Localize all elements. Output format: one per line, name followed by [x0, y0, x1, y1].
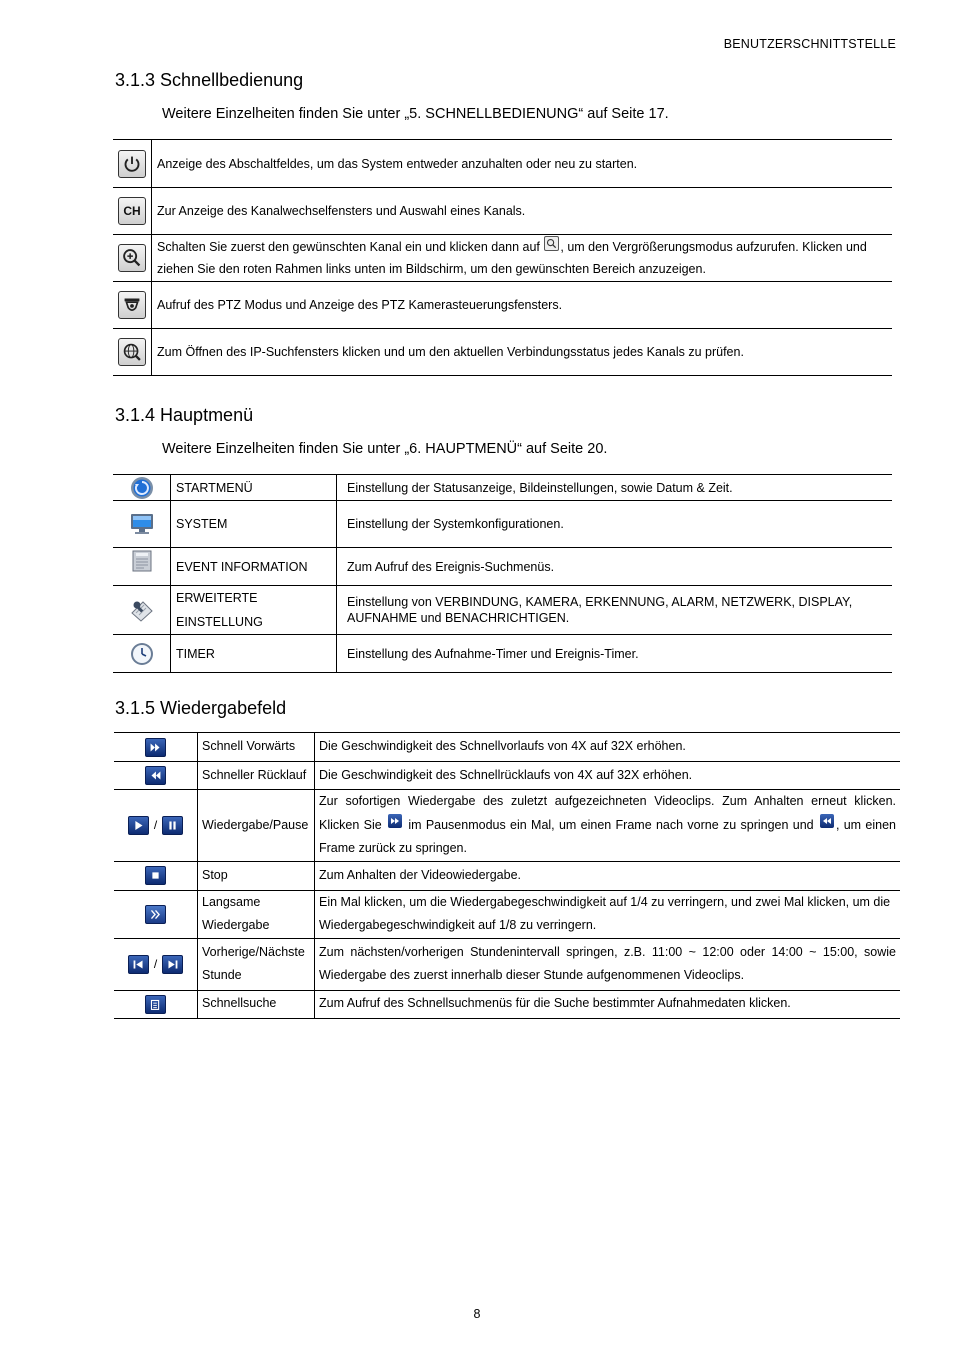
fast-rewind-icon [145, 766, 166, 785]
row-text-part: Schalten Sie zuerst den gewünschten Kanal ein und klicken dann auf [157, 240, 544, 254]
fast-forward-icon [388, 814, 402, 828]
menu-item-label: TIMER [171, 635, 337, 673]
menu-item-label [171, 586, 337, 635]
running-header: BENUTZERSCHNITTSTELLE [723, 37, 896, 51]
icon-separator: / [153, 818, 158, 833]
row-description: Zum Öffnen des IP-Suchfensters klicken und um den aktuellen Verbindungsstatus jedes Kanals zu prüfen. [152, 329, 893, 376]
row-description: Zum Aufruf des Schnellsuchmenüs für die Suche bestimmter Aufnahmedaten klicken. [315, 990, 901, 1018]
row-description: Einstellung der Statusanzeige, Bildeinstellungen, sowie Datum & Zeit. [337, 475, 893, 501]
main-menu-table [113, 474, 892, 673]
row-description: Zum Aufruf des Ereignis-Suchmenüs. [337, 548, 893, 586]
next-hour-icon [162, 955, 183, 974]
row-description: Zum nächsten/vorherigen Stundenintervall springen, z.B. 11:00 ~ 12:00 oder 14:00 ~ 15:00, sowie Wiedergabe des zuerst innerhalb dieser Stunde aufgenommenen Videoclips. [315, 938, 901, 990]
table-row [114, 990, 900, 1018]
table-row [113, 586, 892, 635]
fast-forward-icon [145, 738, 166, 757]
section-heading-hauptmenue: 3.1.4 Hauptmenü [115, 405, 254, 425]
row-text-part: Zur sofortigen Wiedergabe des zuletzt aufgezeichneten Videoclips. Zum Anhalten erneut klicken. Klicken Sie [319, 794, 896, 832]
table-row [114, 938, 900, 990]
row-description [152, 235, 893, 282]
table-row [114, 762, 900, 790]
control-label: Schnell Vorwärts [198, 733, 315, 762]
timer-clock-icon [130, 642, 154, 666]
row-description: Die Geschwindigkeit des Schnellrücklaufs von 4X auf 32X erhöhen. [315, 762, 901, 790]
event-information-icon [130, 549, 154, 573]
channel-icon-label: CH [123, 204, 141, 218]
zoom-icon [544, 236, 559, 251]
control-label [198, 890, 315, 938]
menu-item-label: SYSTEM [171, 501, 337, 548]
row-description: Einstellung des Aufnahme-Timer und Ereignis-Timer. [337, 635, 893, 673]
ptz-camera-icon [118, 291, 146, 319]
table-row [113, 235, 892, 282]
control-label-line: Langsame [202, 894, 261, 909]
row-text-part: , um den Vergrößerungsmodus aufzurufen. Klicken und ziehen Sie den roten Rahmen links unten im Bildschirm, um den gewünschten Bereich anzuzeigen. [157, 240, 867, 276]
table-row [114, 790, 900, 862]
page-number: 8 [473, 1307, 481, 1321]
stop-icon [145, 866, 166, 885]
table-row [113, 282, 892, 329]
menu-item-label: STARTMENÜ [171, 475, 337, 501]
menu-item-label-line: ERWEITERTE [176, 591, 258, 605]
system-monitor-icon [129, 511, 155, 537]
slow-play-icon [145, 905, 166, 924]
pause-icon [162, 816, 183, 835]
row-description [315, 790, 901, 862]
playback-panel-table [114, 732, 900, 1019]
zoom-icon [118, 244, 146, 272]
channel-icon [118, 197, 146, 225]
section-heading-wiedergabefeld: 3.1.5 Wiedergabefeld [115, 698, 287, 718]
menu-item-label-line: EINSTELLUNG [176, 615, 263, 629]
control-label: Schnellsuche [198, 990, 315, 1018]
row-description: Einstellung von VERBINDUNG, KAMERA, ERKENNUNG, ALARM, NETZWERK, DISPLAY, AUFNAHME und BENACHRICHTIGEN. [337, 586, 893, 635]
control-label-line: Vorherige/Nächste [202, 944, 305, 959]
table-row [113, 475, 892, 501]
control-label: Wiedergabe/Pause [198, 790, 315, 862]
row-description: Aufruf des PTZ Modus und Anzeige des PTZ Kamerasteuerungsfensters. [152, 282, 893, 329]
menu-item-label: EVENT INFORMATION [171, 548, 337, 586]
section-heading-schnellbedienung: 3.1.3 Schnellbedienung [115, 70, 304, 90]
quick-search-icon [145, 995, 166, 1014]
advanced-settings-icon [129, 597, 155, 623]
control-label-line: Wiedergabe [202, 918, 270, 932]
play-icon [128, 816, 149, 835]
row-text-part: im Pausenmodus ein Mal, um einen Frame nach vorne zu springen und [404, 817, 818, 832]
ip-search-icon [118, 338, 146, 366]
table-row [113, 635, 892, 673]
fast-rewind-icon [820, 814, 834, 828]
table-row [114, 861, 900, 890]
table-row [113, 140, 892, 188]
row-description: Zur Anzeige des Kanalwechselfensters und Auswahl eines Kanals. [152, 188, 893, 235]
row-text-part: , um einen Frame zurück zu springen. [319, 817, 896, 855]
control-label: Schneller Rücklauf [198, 762, 315, 790]
previous-hour-icon [128, 955, 149, 974]
section-intro-hauptmenue: Weitere Einzelheiten finden Sie unter „6. HAUPTMENÜ“ auf Seite 20. [162, 441, 608, 457]
quick-control-table [113, 139, 892, 376]
table-row [113, 188, 892, 235]
row-description: Zum Anhalten der Videowiedergabe. [315, 861, 901, 890]
row-description: Ein Mal klicken, um die Wiedergabegeschwindigkeit auf 1/4 zu verringern, und zwei Mal klicken, um die Wiedergabegeschwindigkeit auf 1/8 zu verringern. [315, 890, 901, 938]
icon-separator: / [153, 957, 158, 971]
control-label-line: Stunde [202, 968, 242, 982]
table-row [113, 501, 892, 548]
table-row [114, 733, 900, 762]
table-row [114, 890, 900, 938]
section-intro-schnellbedienung: Weitere Einzelheiten finden Sie unter „5. SCHNELLBEDIENUNG“ auf Seite 17. [162, 106, 669, 122]
row-description: Einstellung der Systemkonfigurationen. [337, 501, 893, 548]
control-label [198, 938, 315, 990]
control-label: Stop [198, 861, 315, 890]
power-icon [118, 150, 146, 178]
table-row [113, 329, 892, 376]
table-row [113, 548, 892, 586]
start-menu-icon [130, 476, 154, 500]
row-description: Die Geschwindigkeit des Schnellvorlaufs von 4X auf 32X erhöhen. [315, 733, 901, 762]
row-description: Anzeige des Abschaltfeldes, um das System entweder anzuhalten oder neu zu starten. [157, 156, 638, 171]
